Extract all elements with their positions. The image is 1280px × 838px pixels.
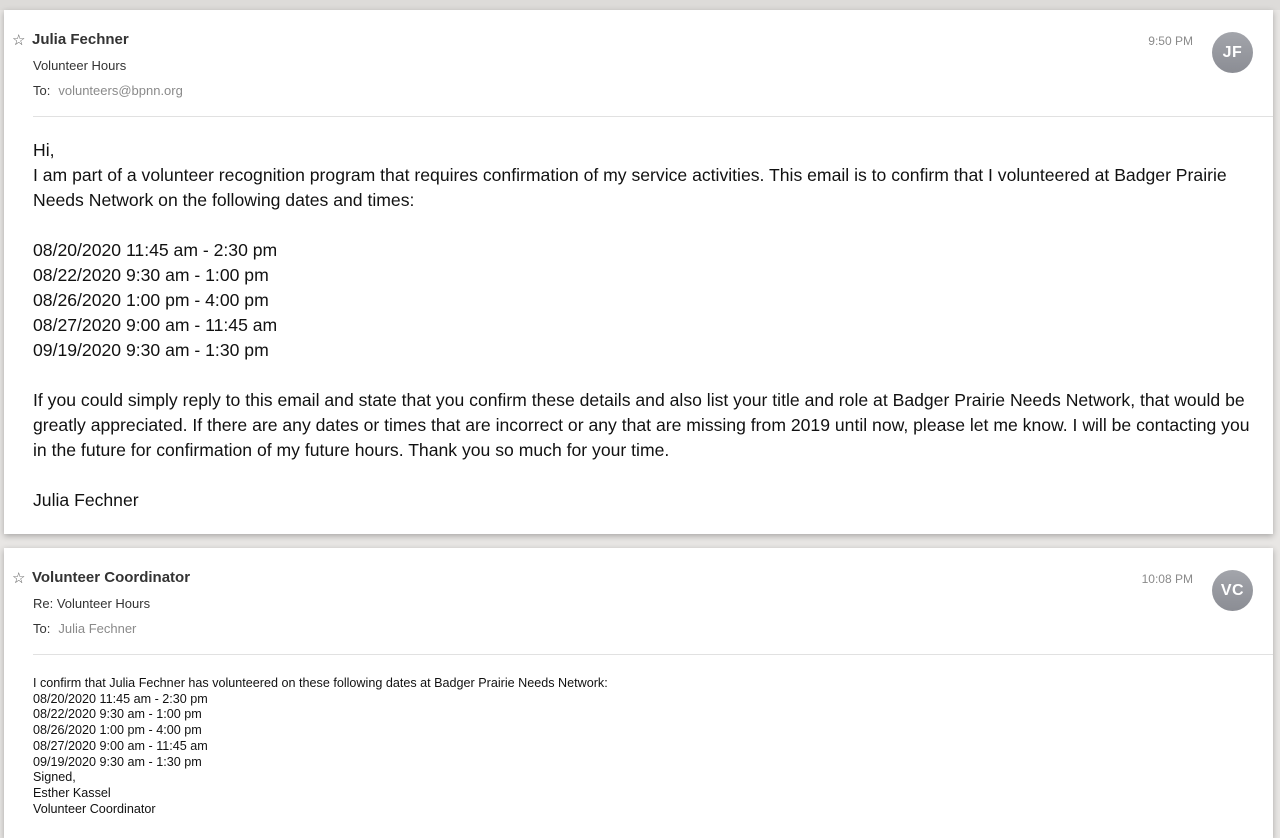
header-divider [33,116,1273,117]
date-line: 08/26/2020 1:00 pm - 4:00 pm [33,290,269,310]
sender-name: Julia Fechner [32,31,129,48]
previous-message-edge [0,0,1280,10]
to-label: To: [33,621,51,636]
recipient-row [33,83,183,98]
signer-title: Volunteer Coordinator [33,801,156,816]
sender-avatar[interactable]: JF [1212,32,1253,73]
date-line: 08/27/2020 9:00 am - 11:45 am [33,315,278,335]
message-time: 10:08 PM [1141,572,1193,586]
request-paragraph: If you could simply reply to this email and state that you confirm these details and also list your title and role at Badger Prairie Needs Network, that would be greatly appreciated. If there are any dates or times that are incorrect or any that are missing from 2019 until now, please let me know. I will be contacting you in the future for confirmation of my future hours. Thank you so much for your time. [33,390,1250,460]
recipient-name[interactable]: Julia Fechner [58,621,137,636]
star-icon[interactable]: ☆ [12,32,26,49]
signature: Julia Fechner [33,490,139,510]
email-message-1[interactable] [4,10,1273,534]
email-message-2[interactable] [4,548,1273,838]
date-line: 08/22/2020 9:30 am - 1:00 pm [33,265,269,285]
date-line: 08/20/2020 11:45 am - 2:30 pm [33,691,208,706]
intro-paragraph: I am part of a volunteer recognition program that requires confirmation of my service activities. This email is to confirm that I volunteered at Badger Prairie Needs Network on the following dates and times: [33,165,1227,210]
header-divider [33,654,1273,655]
star-icon[interactable]: ☆ [12,570,26,587]
date-line: 08/20/2020 11:45 am - 2:30 pm [33,240,278,260]
sender-name: Volunteer Coordinator [32,569,191,586]
date-line: 08/26/2020 1:00 pm - 4:00 pm [33,723,202,738]
signer-name: Esther Kassel [33,785,111,800]
date-line: 08/22/2020 9:30 am - 1:00 pm [33,707,202,722]
greeting: Hi, [33,140,55,160]
sender-avatar[interactable]: VC [1212,570,1253,611]
message-body [33,676,1253,817]
date-line: 09/19/2020 9:30 am - 1:30 pm [33,340,269,360]
date-line: 09/19/2020 9:30 am - 1:30 pm [33,754,202,769]
signed-label: Signed, [33,770,76,785]
message-body [33,138,1253,513]
intro-line: I confirm that Julia Fechner has volunteered on these following dates at Badger Prairie Needs Network: [33,676,608,690]
to-label: To: [33,83,51,98]
date-line: 08/27/2020 9:00 am - 11:45 am [33,738,208,753]
recipient-address[interactable]: volunteers@bpnn.org [58,83,183,98]
message-time: 9:50 PM [1148,34,1193,48]
email-subject: Re: Volunteer Hours [33,596,151,611]
recipient-row [33,621,136,636]
email-subject: Volunteer Hours [33,58,127,73]
